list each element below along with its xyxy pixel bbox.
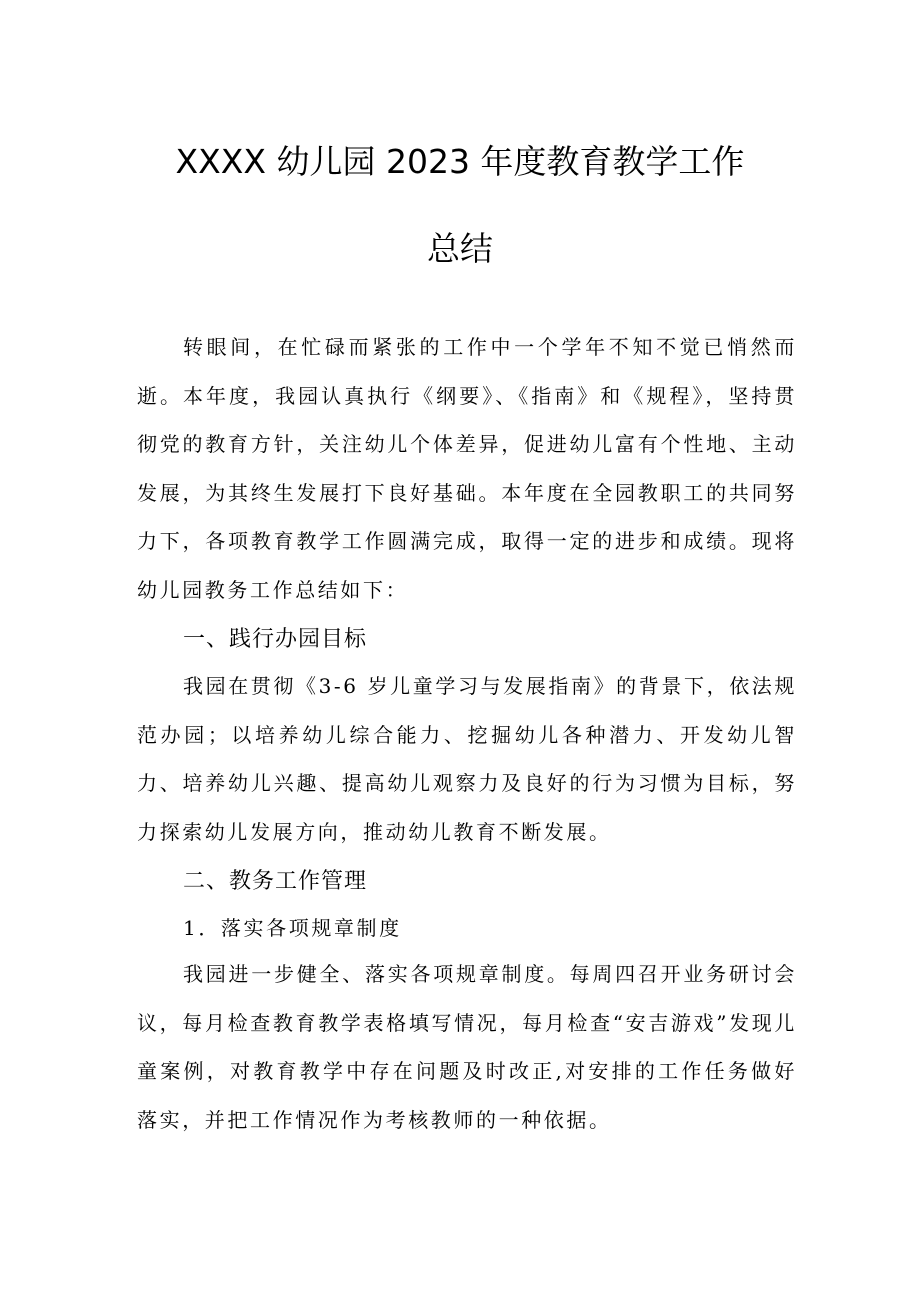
document-title-line-2: 总结 (427, 229, 493, 268)
subsection-1-paragraph: 我园进一步健全、落实各项规章制度。每周四召开业务研讨会议，每月检查教育教学表格填写情况，每月检查“安吉游戏”发现儿童案例，对教育教学中存在问题及时改正,对安排的工作任务做好落实，并把工作情况作为考核教师的一种依据。 (137, 962, 797, 1132)
document-title-line-1: XXXX 幼儿园 2023 年度教育教学工作 (175, 142, 745, 181)
section-2-heading: 二、教务工作管理 (183, 869, 368, 894)
subsection-1-heading: 1．落实各项规章制度 (183, 916, 402, 940)
section-1-heading: 一、践行办园目标 (183, 627, 368, 652)
section-1-paragraph: 我园在贯彻《3-6 岁儿童学习与发展指南》的背景下，依法规范办园；以培养幼儿综合能力、挖掘幼儿各种潜力、开发幼儿智力、培养幼儿兴趣、提高幼儿观察力及良好的行为习惯为目标，努力探索幼儿发展方向，推动幼儿教育不断发展。 (137, 674, 797, 844)
intro-paragraph: 转眼间，在忙碌而紧张的工作中一个学年不知不觉已悄然而逝。本年度，我园认真执行《纲要》、《指南》和《规程》，坚持贯彻党的教育方针，关注幼儿个体差异，促进幼儿富有个性地、主动发展，为其终生发展打下良好基础。本年度在全园教职工的共同努力下，各项教育教学工作圆满完成，取得一定的进步和成绩。现将幼儿园教务工作总结如下： (137, 335, 797, 602)
